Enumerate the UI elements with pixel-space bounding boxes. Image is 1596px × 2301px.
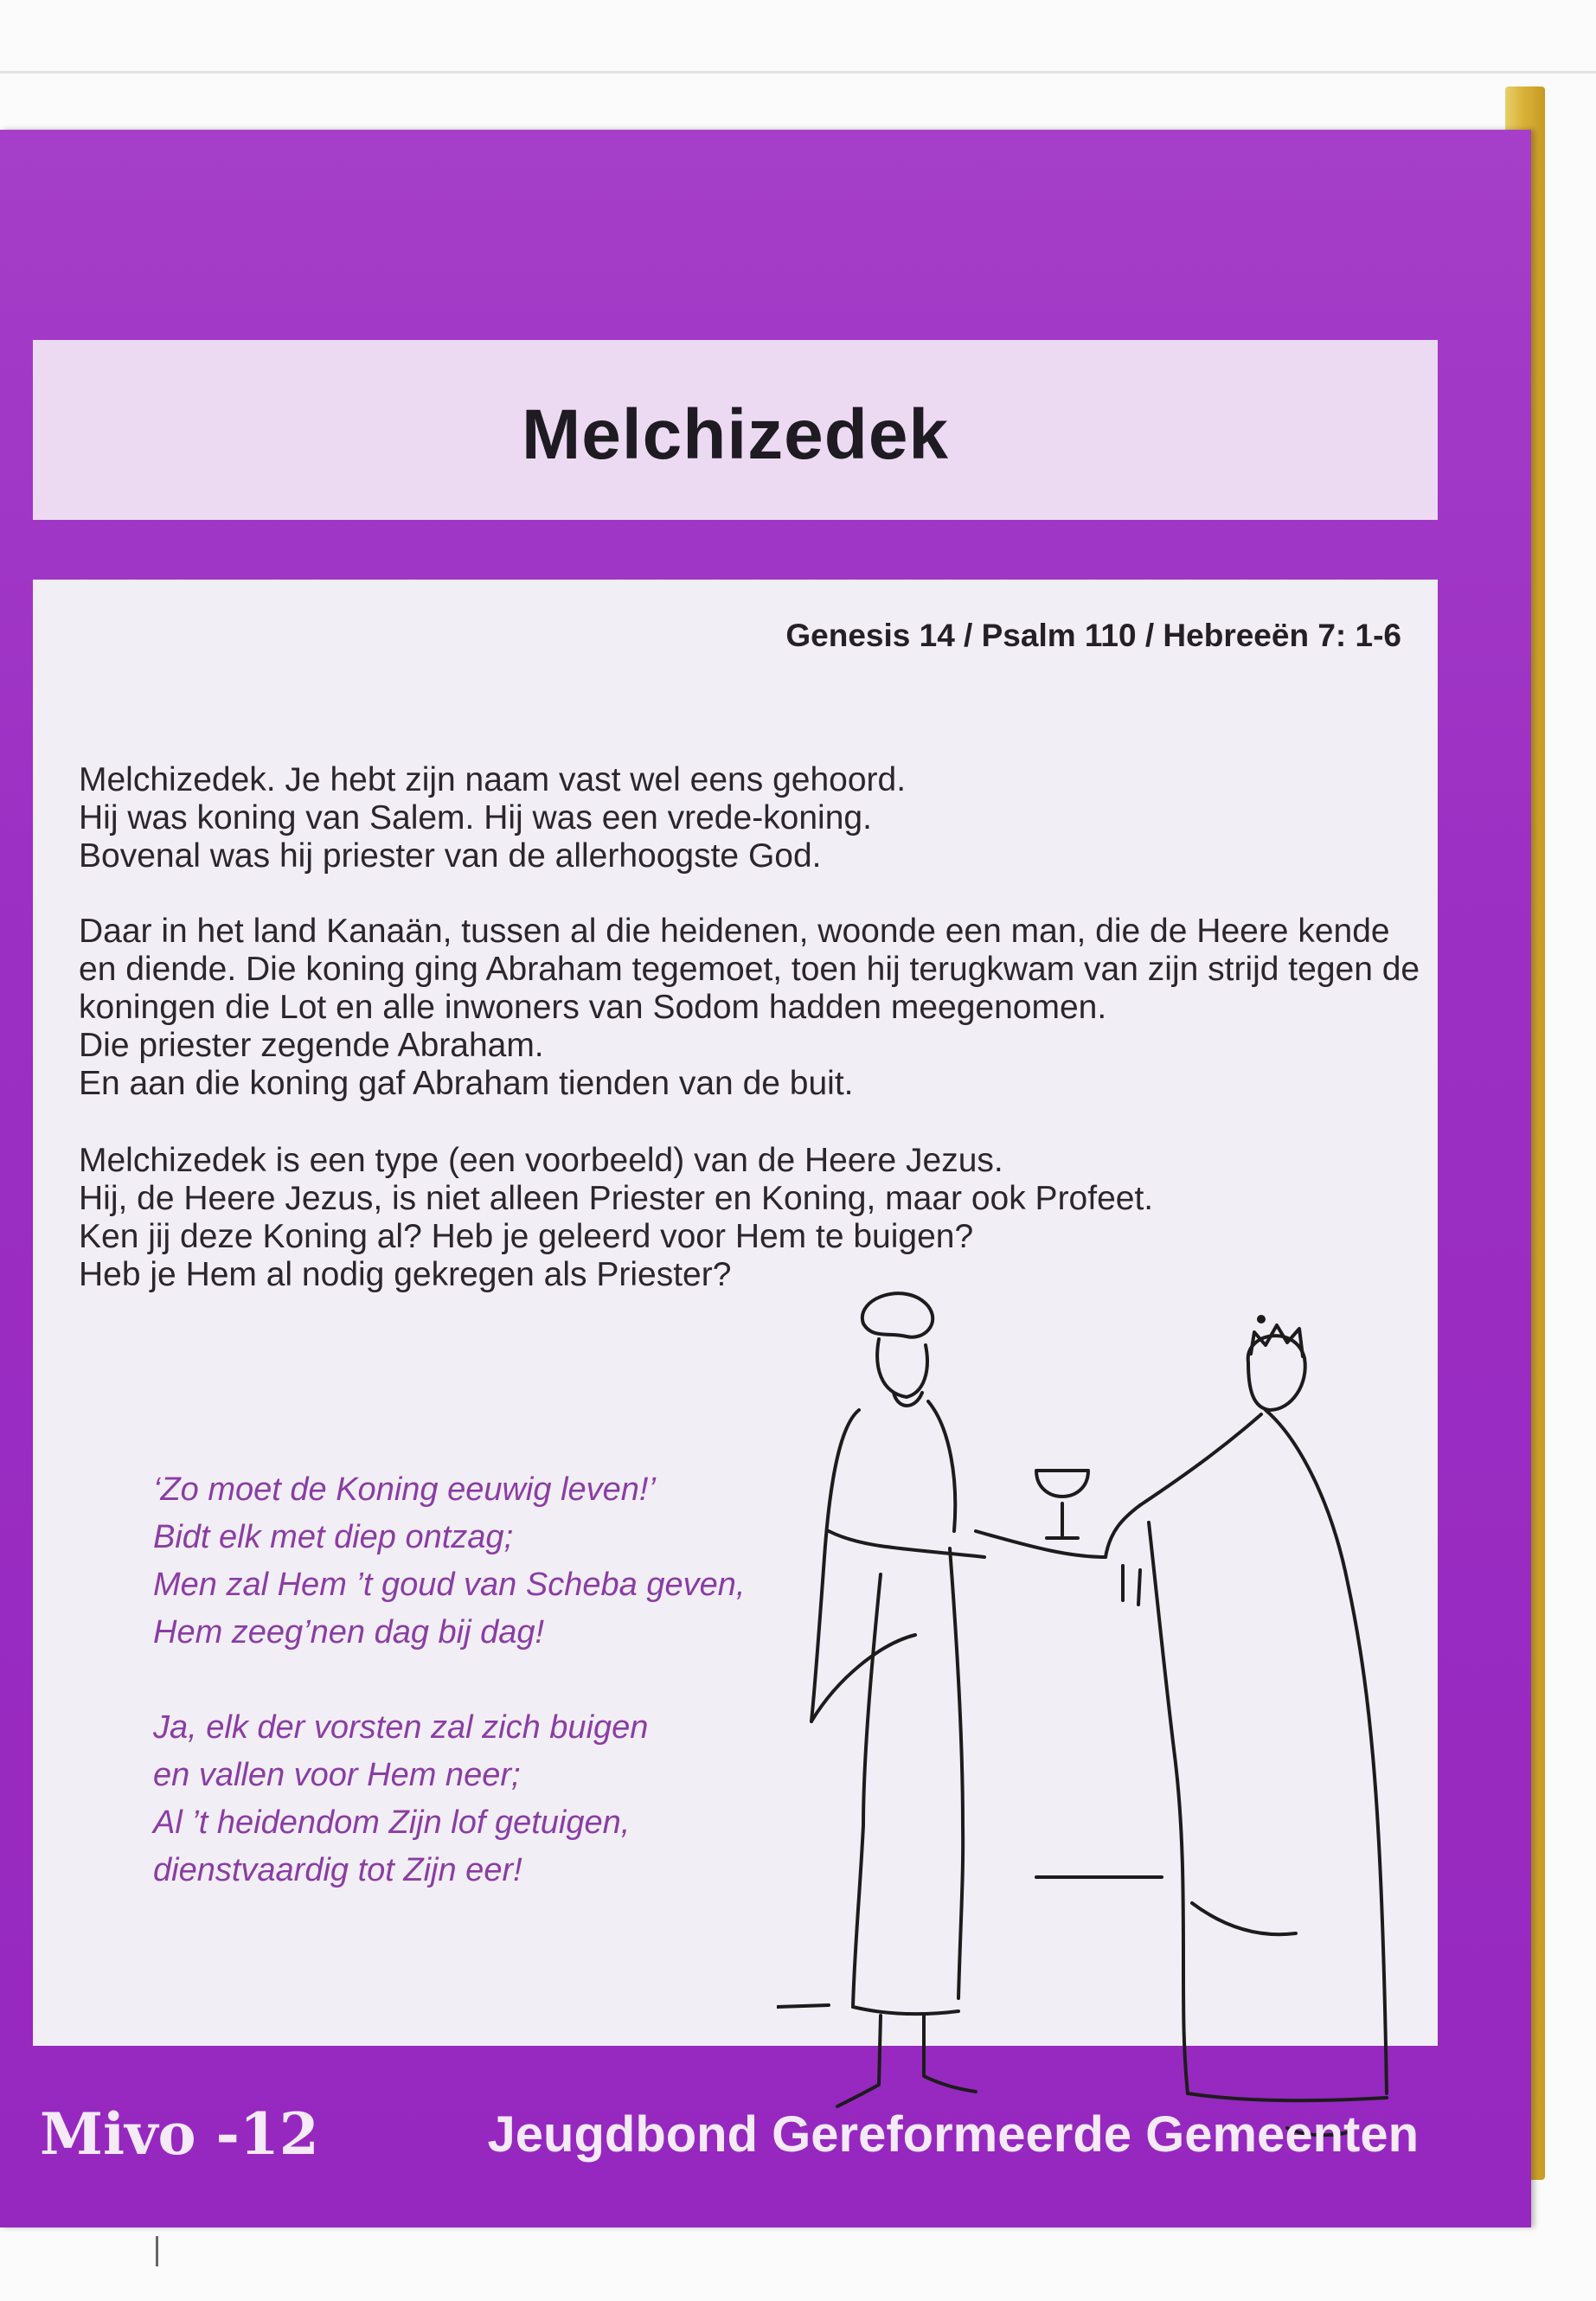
poem-line: Hem zeeg’nen dag bij dag! bbox=[153, 1614, 545, 1650]
content-panel bbox=[33, 580, 1438, 2046]
scan-mark bbox=[156, 2236, 158, 2266]
text-line: En aan die koning gaf Abraham tienden van de buit. bbox=[79, 1065, 854, 1102]
footer-series-label: Mivo -12 bbox=[40, 2100, 319, 2168]
melchizedek-figure-drawing bbox=[1036, 1317, 1387, 2135]
paragraph-intro bbox=[79, 761, 906, 875]
text-line: Daar in het land Kanaän, tussen al die heidenen, woonde een man, die de Heere kende bbox=[79, 913, 1390, 950]
paragraph-story bbox=[79, 913, 1420, 1103]
text-line: Hij was koning van Salem. Hij was een vrede-koning. bbox=[79, 799, 872, 836]
text-line: en diende. Die koning ging Abraham tegemoet, toen hij terugkwam van zijn strijd tegen de bbox=[79, 951, 1420, 988]
text-line: Heb je Hem al nodig gekregen als Priester? bbox=[79, 1256, 732, 1293]
text-line: Melchizedek. Je hebt zijn naam vast wel eens gehoord. bbox=[79, 761, 907, 798]
poem-line: Ja, elk der vorsten zal zich buigen bbox=[153, 1709, 649, 1746]
scan-top-edge bbox=[0, 71, 1596, 74]
footer-publisher: Jeugdbond Gereformeerde Gemeenten bbox=[487, 2106, 1419, 2163]
text-line: koningen die Lot en alle inwoners van Sodom hadden meegenomen. bbox=[79, 989, 1107, 1026]
poem-line: Bidt elk met diep ontzag; bbox=[153, 1519, 514, 1555]
poem-line: dienstvaardig tot Zijn eer! bbox=[153, 1852, 522, 1888]
text-line: Hij, de Heere Jezus, is niet alleen Priester en Koning, maar ook Profeet. bbox=[79, 1180, 1154, 1217]
text-line: Melchizedek is een type (een voorbeeld) van de Heere Jezus. bbox=[79, 1142, 1003, 1179]
cup-drawing bbox=[1036, 1471, 1088, 1538]
poem-line: ‘Zo moet de Koning eeuwig leven!’ bbox=[153, 1471, 656, 1508]
poem-line: Al ’t heidendom Zijn lof getuigen, bbox=[153, 1804, 631, 1841]
psalm-stanza-1 bbox=[153, 1466, 745, 1657]
abraham-figure-drawing bbox=[811, 1293, 1106, 2106]
poem-line: Men zal Hem ’t goud van Scheba geven, bbox=[153, 1567, 746, 1603]
title-banner bbox=[33, 340, 1438, 520]
melchizedek-abraham-illustration bbox=[777, 1272, 1434, 2137]
text-line: Die priester zegende Abraham. bbox=[79, 1027, 544, 1064]
poem-line: en vallen voor Hem neer; bbox=[153, 1757, 521, 1793]
scripture-reference: Genesis 14 / Psalm 110 / Hebreeën 7: 1-6 bbox=[785, 618, 1401, 653]
text-line: Bovenal was hij priester van de allerhoogste God. bbox=[79, 837, 822, 875]
text-line: Ken jij deze Koning al? Heb je geleerd voor Hem te buigen? bbox=[79, 1218, 974, 1255]
page-title: Melchizedek bbox=[521, 395, 950, 474]
ground-line bbox=[777, 2005, 829, 2007]
psalm-stanza-2 bbox=[153, 1704, 648, 1894]
